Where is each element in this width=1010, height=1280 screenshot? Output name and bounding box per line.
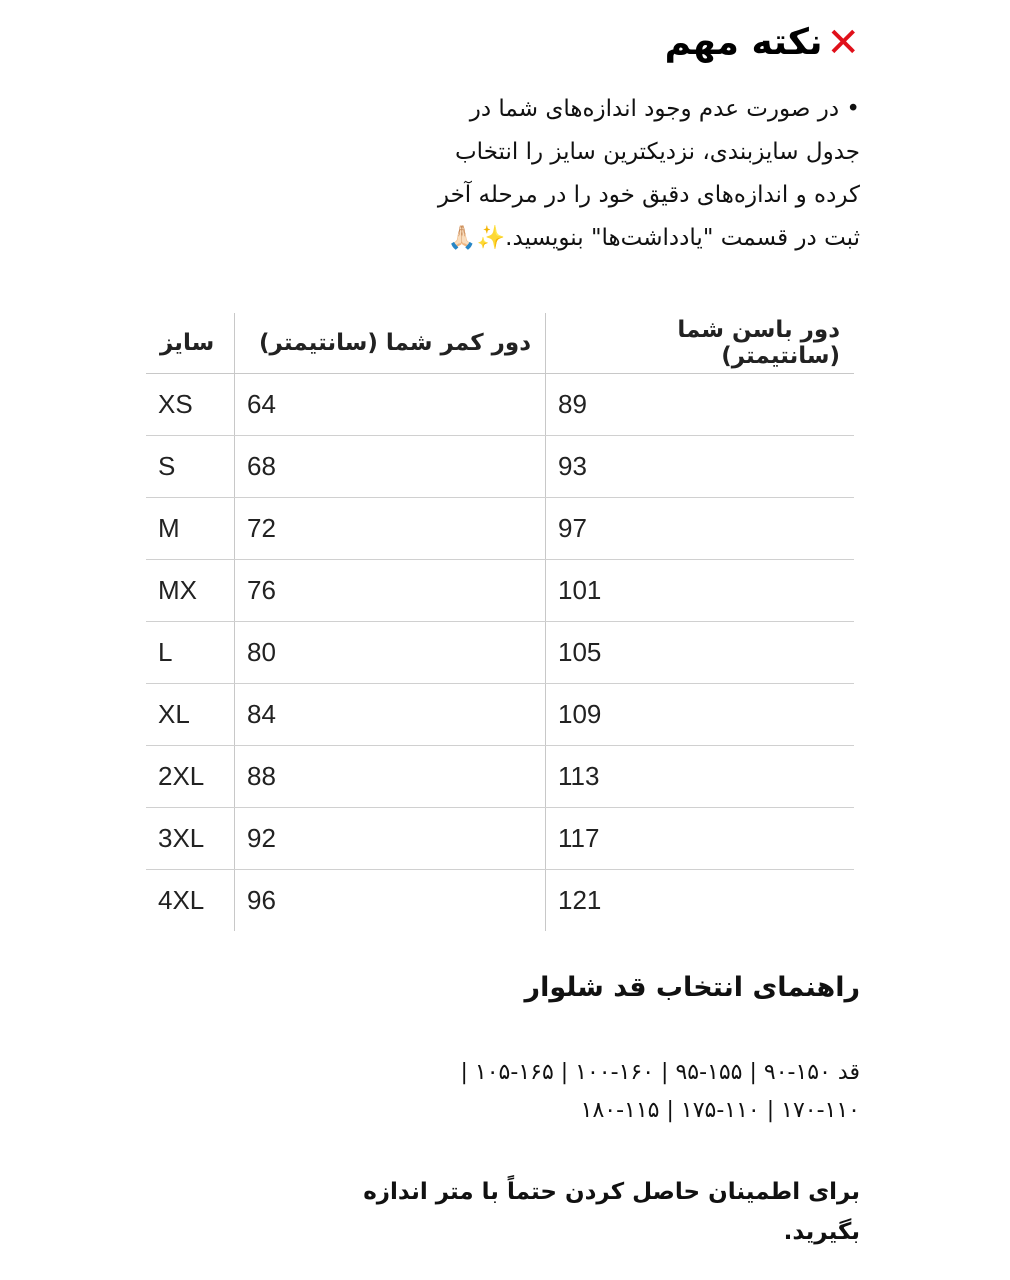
header-size: سایز <box>146 313 235 374</box>
length-guide-line: ۱۷۰-۱۱۰ | ۱۷۵-۱۱۰ | ۱۸۰-۱۱۵ <box>580 1098 860 1123</box>
note-line: ثبت در قسمت "یادداشت‌ها" بنویسید.✨🙏🏻 <box>447 225 860 251</box>
cell-waist: 80 <box>235 622 546 684</box>
note-line: • در صورت عدم وجود اندازه‌های شما در <box>469 96 860 122</box>
table-row <box>146 498 854 560</box>
note-line: کرده و اندازه‌های دقیق خود را در مرحله آخر <box>437 182 860 208</box>
note-title-text: نکته مهم <box>664 22 823 63</box>
table-row <box>146 374 854 436</box>
length-guide-title: راهنمای انتخاب قد شلوار <box>524 972 860 1003</box>
cell-size: 2XL <box>146 746 235 808</box>
cell-waist: 96 <box>235 870 546 932</box>
cell-size: M <box>146 498 235 560</box>
cell-size: XL <box>146 684 235 746</box>
cell-size: MX <box>146 560 235 622</box>
table-row <box>146 746 854 808</box>
table-row <box>146 436 854 498</box>
cell-hip: 113 <box>546 746 855 808</box>
table-row <box>146 684 854 746</box>
cell-hip: 97 <box>546 498 855 560</box>
cell-waist: 68 <box>235 436 546 498</box>
cell-size: 3XL <box>146 808 235 870</box>
cell-waist: 92 <box>235 808 546 870</box>
length-guide-text <box>400 1054 860 1130</box>
table-row <box>146 870 854 932</box>
cell-hip: 89 <box>546 374 855 436</box>
cell-hip: 109 <box>546 684 855 746</box>
cell-size: S <box>146 436 235 498</box>
size-chart-table <box>146 313 854 931</box>
cell-hip: 121 <box>546 870 855 932</box>
note-paragraph <box>340 88 860 260</box>
cell-hip: 117 <box>546 808 855 870</box>
cell-size: XS <box>146 374 235 436</box>
cell-waist: 88 <box>235 746 546 808</box>
header-hip: دور باسن شما (سانتیمتر) <box>546 313 855 374</box>
note-heading <box>664 19 860 66</box>
measure-advice-line: بگیرید. <box>783 1219 860 1245</box>
measure-advice-line: برای اطمینان حاصل کردن حتماً با متر اندازه <box>363 1179 860 1205</box>
table-row <box>146 560 854 622</box>
header-waist: دور کمر شما (سانتیمتر) <box>235 313 546 374</box>
cell-waist: 72 <box>235 498 546 560</box>
table-header-row <box>146 313 854 374</box>
cell-waist: 84 <box>235 684 546 746</box>
measure-advice <box>340 1172 860 1252</box>
cell-size: L <box>146 622 235 684</box>
length-guide-line: قد ۱۵۰-۹۰ | ۱۵۵-۹۵ | ۱۶۰-۱۰۰ | ۱۶۵-۱۰۵ | <box>460 1060 860 1085</box>
table-row <box>146 808 854 870</box>
cell-waist: 76 <box>235 560 546 622</box>
note-line: جدول سایزبندی، نزدیکترین سایز را انتخاب <box>455 139 860 165</box>
cell-hip: 105 <box>546 622 855 684</box>
cell-hip: 93 <box>546 436 855 498</box>
table-row <box>146 622 854 684</box>
cross-mark-icon: ✕ <box>826 19 860 66</box>
cell-size: 4XL <box>158 885 205 915</box>
cell-waist: 64 <box>235 374 546 436</box>
cell-hip: 101 <box>546 560 855 622</box>
